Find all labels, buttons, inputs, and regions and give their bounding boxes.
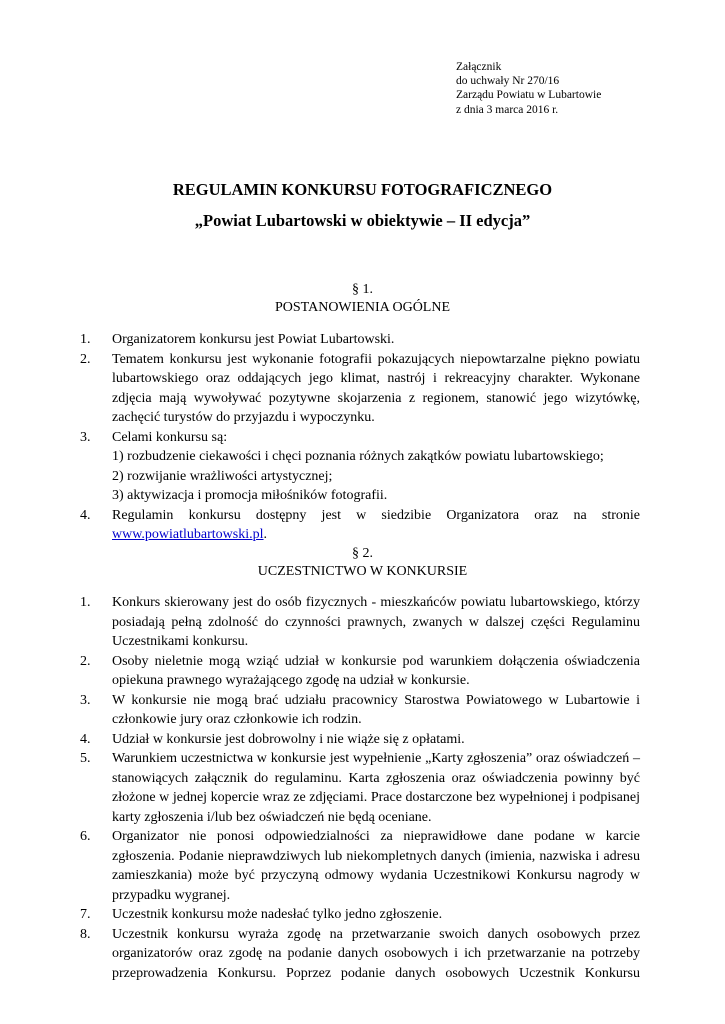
item-text: Organizator nie ponosi odpowiedzialności za nieprawidłowe dane podane w karcie zgłoszenia. Podanie nieprawdziwych lub niekompletnych danych (imienia, nazwiska i adresu zamieszkania) może być przyczyną odmowy wydania Uczestnikowi Konkursu nagrody w przypadku wygranej. (112, 829, 640, 903)
item-text: Osoby nieletnie mogą wziąć udział w konkursie pod warunkiem dołączenia oświadczenia opiekuna prawnego wyrażającego zgodę na udział w konkursie. (112, 653, 640, 688)
item-number: 2. (80, 653, 91, 669)
section-1-list (80, 330, 640, 545)
list-item (80, 749, 640, 827)
item-number: 7. (80, 907, 91, 922)
item-text: W konkursie nie mogą brać udziału pracownicy Starostwa Powiatowego w Lubartowie i członkowie jury oraz członkowie ich rodzin. (112, 692, 640, 727)
annex-note (456, 60, 601, 117)
list-item (80, 652, 640, 691)
document-subtitle: „Powiat Lubartowski w obiektywie – II edycja” (194, 211, 531, 230)
annex-line: do uchwały Nr 270/16 (456, 75, 560, 88)
document-title: REGULAMIN KONKURSU FOTOGRAFICZNEGO (172, 180, 553, 199)
list-item (80, 691, 640, 730)
item-text: Udział w konkursie jest dobrowolny i nie wiąże się z opłatami. (112, 731, 465, 747)
item-text: Tematem konkursu jest wykonanie fotografii pokazujących niepowtarzalne piękno powiatu lubartowskiego oraz oddających jego klimat, nastrój i rekreacyjny charakter. Wykonane zdjęcia mają wywoływać pozytywne skojarzenia z regionem, stanowić jego wizytówkę, zachęcić turystów do przyjazdu i wypoczynku. (112, 351, 640, 425)
item-number: 5. (80, 751, 91, 766)
item-number: 1. (80, 595, 91, 610)
section-1-number: § 1. (352, 282, 373, 297)
list-item (80, 827, 640, 905)
item-number: 3. (80, 692, 91, 708)
item-number: 1. (80, 332, 91, 347)
item-text-end: . (263, 527, 268, 542)
item-text: Organizatorem konkursu jest Powiat Lubartowski. (112, 332, 395, 347)
sub-item: 2) rozwijanie wrażliwości artystycznej; (112, 468, 333, 484)
list-item (80, 330, 640, 350)
list-item (80, 905, 640, 925)
item-number: 4. (80, 507, 91, 523)
sub-item: 3) aktywizacja i promocja miłośników fotografii. (112, 488, 388, 503)
item-text: Warunkiem uczestnictwa w konkursie jest wypełnienie „Karty zgłoszenia” oraz oświadczeń – stanowiących załącznik do regulaminu. Karta zgłoszenia oraz oświadczenia powinny być złożone w jednej kopercie wraz ze zdjęciami. Prace dostarczone bez wypełnionej i podpisanej karty zgłoszenia i/lub bez oświadczeń nie będą oceniane. (112, 751, 640, 825)
item-number: 3. (80, 429, 91, 445)
section-2-heading: UCZESTNICTWO W KONKURSIE (257, 564, 468, 579)
list-item (80, 925, 640, 984)
item-text: Celami konkursu są: (112, 429, 228, 445)
list-item (80, 428, 640, 506)
item-text: Konkurs skierowany jest do osób fizycznych - mieszkańców powiatu lubartowskiego, którzy posiadają pełną zdolność do czynności prawnych, zwanych w dalszej części Regulaminu Uczestnikami konkursu. (112, 595, 640, 649)
list-item (80, 730, 640, 750)
list-item (80, 593, 640, 652)
item-number: 8. (80, 926, 91, 942)
section-1-heading: POSTANOWIENIA OGÓLNE (274, 300, 451, 315)
annex-line: Załącznik (456, 61, 502, 73)
list-item (80, 506, 640, 545)
annex-line: z dnia 3 marca 2016 r. (456, 103, 559, 116)
item-number: 6. (80, 829, 91, 844)
sub-item: 1) rozbudzenie ciekawości i chęci poznania różnych zakątków powiatu lubartowskiego; (112, 449, 604, 464)
item-text: Regulamin konkursu dostępny jest w siedzibie Organizatora oraz na stronie (112, 507, 640, 523)
item-text: Uczestnik konkursu może nadesłać tylko jedno zgłoszenie. (112, 907, 443, 922)
section-2-list (80, 593, 640, 983)
item-number: 2. (80, 351, 91, 367)
list-item (80, 350, 640, 428)
item-text: Uczestnik konkursu wyraża zgodę na przetwarzanie swoich danych osobowych przez organizatorów oraz zgodę na podanie danych osobowych i ich przetwarzanie na potrzeby przeprowadzenia Konkursu. Poprzez podanie danych osobowych Uczestnik Konkursu (112, 926, 640, 981)
annex-line: Zarządu Powiatu w Lubartowie (456, 89, 602, 102)
item-number: 4. (80, 731, 91, 747)
website-link[interactable]: www.powiatlubartowski.pl (112, 527, 264, 542)
section-2-number: § 2. (352, 546, 373, 561)
